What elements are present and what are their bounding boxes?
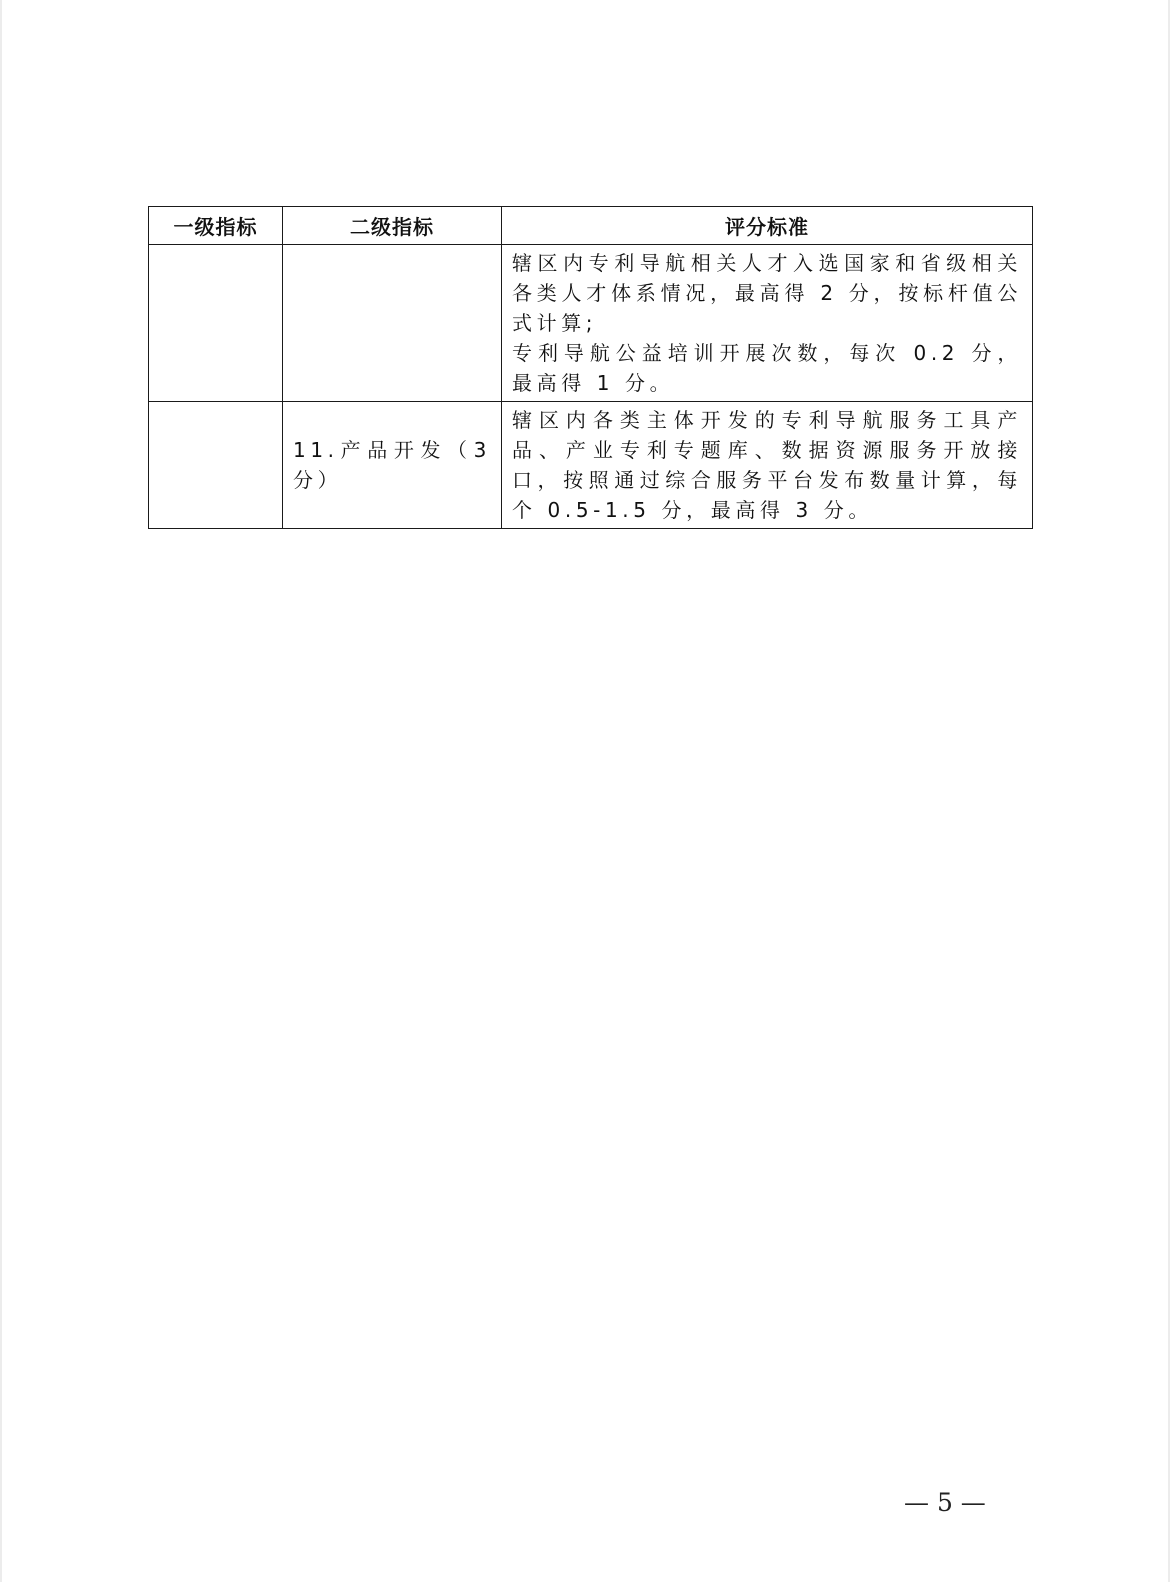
criteria-talent-selection: 辖区内专利导航相关人才入选国家和省级相关各类人才体系情况，最高得 2 分，按标杆值公式计算; — [512, 251, 1022, 335]
cell-level2 — [283, 245, 502, 402]
scoring-table — [148, 206, 1033, 529]
header-level2-indicator: 二级指标 — [283, 207, 502, 245]
cell-level2-product-development: 11.产品开发（3分） — [283, 402, 502, 529]
table-row — [149, 245, 1033, 402]
cell-level1 — [149, 402, 283, 529]
page-number: — 5 — — [904, 1488, 986, 1517]
criteria-public-training: 专利导航公益培训开展次数，每次 0.2 分，最高得 1 分。 — [512, 341, 1022, 395]
header-level1-indicator: 一级指标 — [149, 207, 283, 245]
cell-criteria — [502, 245, 1033, 402]
table-header-row — [149, 207, 1033, 245]
criteria-product-development: 辖区内各类主体开发的专利导航服务工具产品、产业专利专题库、数据资源服务开放接口，按照通过综合服务平台发布数量计算，每个 0.5-1.5 分，最高得 3 分。 — [512, 408, 1022, 522]
page-edge-left — [0, 0, 2, 1582]
cell-criteria — [502, 402, 1033, 529]
table-row — [149, 402, 1033, 529]
cell-level1 — [149, 245, 283, 402]
header-scoring-criteria: 评分标准 — [502, 207, 1033, 245]
